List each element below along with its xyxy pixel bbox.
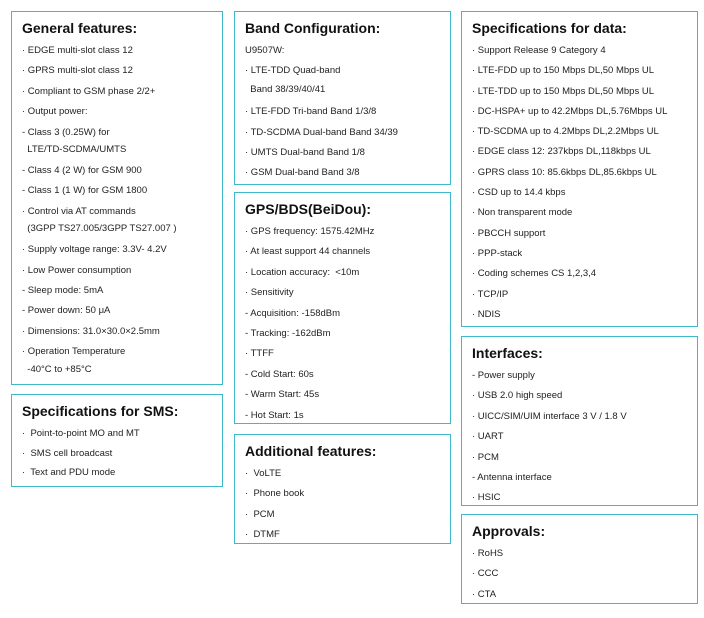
gps-bds-panel — [234, 192, 451, 424]
list-item: · CSD up to 14.4 kbps — [472, 187, 566, 199]
data-specifications-title: Specifications for data: — [472, 20, 627, 36]
gps-bds-title: GPS/BDS(BeiDou): — [245, 201, 371, 217]
additional-features-list — [245, 464, 450, 546]
sms-specifications-panel — [11, 394, 223, 487]
list-item: - Class 3 (0.25W) for — [22, 126, 110, 138]
list-item: - Power supply — [472, 370, 535, 381]
list-item: - Sleep mode: 5mA — [22, 285, 104, 297]
list-item: - Power down: 50 μA — [22, 305, 111, 317]
list-item: · Point-to-point MO and MT — [22, 428, 140, 439]
list-item: · EDGE multi-slot class 12 — [22, 45, 133, 56]
list-item: · Location accuracy: <10m — [245, 266, 360, 278]
additional-features-panel — [234, 434, 451, 544]
list-item: · GPRS class 10: 85.6kbps DL,85.6kbps UL — [472, 166, 657, 178]
list-item: · Compliant to GSM phase 2/2+ — [22, 85, 156, 97]
sms-specifications-list — [22, 424, 222, 483]
list-item: - Antenna interface — [472, 472, 552, 484]
list-item: · PCM — [472, 451, 499, 463]
band-configuration-list — [245, 41, 450, 184]
list-item: -40°C to +85°C — [22, 363, 92, 375]
interfaces-panel — [461, 336, 698, 506]
list-item: · TD-SCDMA Dual-band Band 34/39 — [245, 126, 398, 138]
list-item: · Operation Temperature — [22, 346, 126, 358]
data-specifications-panel — [461, 11, 698, 327]
list-item: · RoHS — [472, 548, 504, 559]
list-item: · TTFF — [245, 348, 274, 360]
sms-specifications-title: Specifications for SMS: — [22, 403, 179, 419]
list-item: - Class 4 (2 W) for GSM 900 — [22, 165, 142, 177]
list-item: · TD-SCDMA up to 4.2Mbps DL,2.2Mbps UL — [472, 126, 659, 138]
interfaces-list — [472, 366, 697, 509]
list-item: · Control via AT commands — [22, 205, 136, 217]
list-item: - Hot Start: 1s — [245, 409, 304, 421]
general-features-title: General features: — [22, 20, 138, 36]
approvals-list — [472, 544, 697, 605]
approvals-title: Approvals: — [472, 523, 546, 539]
list-item: · LTE-TDD up to 150 Mbps DL,50 Mbps UL — [472, 85, 654, 97]
list-item: - Warm Start: 45s — [245, 389, 320, 401]
list-item: · UICC/SIM/UIM interface 3 V / 1.8 V — [472, 410, 627, 422]
list-item: · PBCCH support — [472, 227, 546, 239]
gps-bds-list — [245, 222, 450, 426]
list-item: · DC-HSPA+ up to 42.2Mbps DL,5.76Mbps UL — [472, 105, 668, 117]
list-item: · SMS cell broadcast — [22, 447, 113, 459]
list-item: - Class 1 (1 W) for GSM 1800 — [22, 185, 148, 197]
list-item: · DTMF — [245, 529, 280, 541]
list-item: (3GPP TS27.005/3GPP TS27.007 ) — [22, 223, 177, 235]
list-item: · Text and PDU mode — [22, 467, 116, 478]
list-item: U9507W: — [245, 45, 285, 56]
list-item: LTE/TD-SCDMA/UMTS — [22, 144, 127, 156]
list-item: · USB 2.0 high speed — [472, 390, 563, 402]
list-item: · EDGE class 12: 237kbps DL,118kbps UL — [472, 146, 651, 158]
list-item: · UART — [472, 431, 504, 443]
list-item: · GPS frequency: 1575.42MHz — [245, 226, 375, 237]
list-item: · CCC — [472, 568, 499, 580]
list-item: · HSIC — [472, 492, 501, 504]
list-item: · CTA — [472, 588, 497, 600]
interfaces-title: Interfaces: — [472, 345, 543, 361]
list-item: · GPRS multi-slot class 12 — [22, 65, 133, 77]
band-configuration-panel — [234, 11, 451, 185]
general-features-list — [22, 41, 222, 381]
list-item: - Acquisition: -158dBm — [245, 307, 341, 319]
list-item: · LTE-FDD Tri-band Band 1/3/8 — [245, 106, 377, 118]
data-specifications-list — [472, 41, 697, 325]
list-item: · PPP-stack — [472, 247, 523, 259]
list-item: · Non transparent mode — [472, 207, 573, 219]
list-item: · At least support 44 channels — [245, 246, 371, 258]
list-item: · TCP/IP — [472, 288, 509, 300]
list-item: · VoLTE — [245, 468, 282, 479]
list-item: · GSM Dual-band Band 3/8 — [245, 167, 360, 179]
band-configuration-title: Band Configuration: — [245, 20, 381, 36]
list-item: · Phone book — [245, 488, 305, 500]
list-item: Band 38/39/40/41 — [245, 83, 326, 95]
list-item: · LTE-TDD Quad-band — [245, 65, 341, 77]
list-item: · Supply voltage range: 3.3V- 4.2V — [22, 244, 167, 256]
list-item: · Support Release 9 Category 4 — [472, 45, 606, 56]
list-item: · NDIS — [472, 308, 501, 320]
additional-features-title: Additional features: — [245, 443, 377, 459]
list-item: · UMTS Dual-band Band 1/8 — [245, 147, 365, 159]
list-item: · Sensitivity — [245, 287, 294, 299]
general-features-panel — [11, 11, 223, 385]
list-item: - Cold Start: 60s — [245, 368, 314, 380]
list-item: · Dimensions: 31.0×30.0×2.5mm — [22, 325, 160, 337]
approvals-panel — [461, 514, 698, 604]
list-item: - Tracking: -162dBm — [245, 328, 331, 340]
list-item: · Output power: — [22, 106, 88, 118]
list-item: · LTE-FDD up to 150 Mbps DL,50 Mbps UL — [472, 65, 654, 77]
list-item: · Coding schemes CS 1,2,3,4 — [472, 268, 597, 280]
list-item: · PCM — [245, 508, 275, 520]
list-item: · Low Power consumption — [22, 264, 132, 276]
